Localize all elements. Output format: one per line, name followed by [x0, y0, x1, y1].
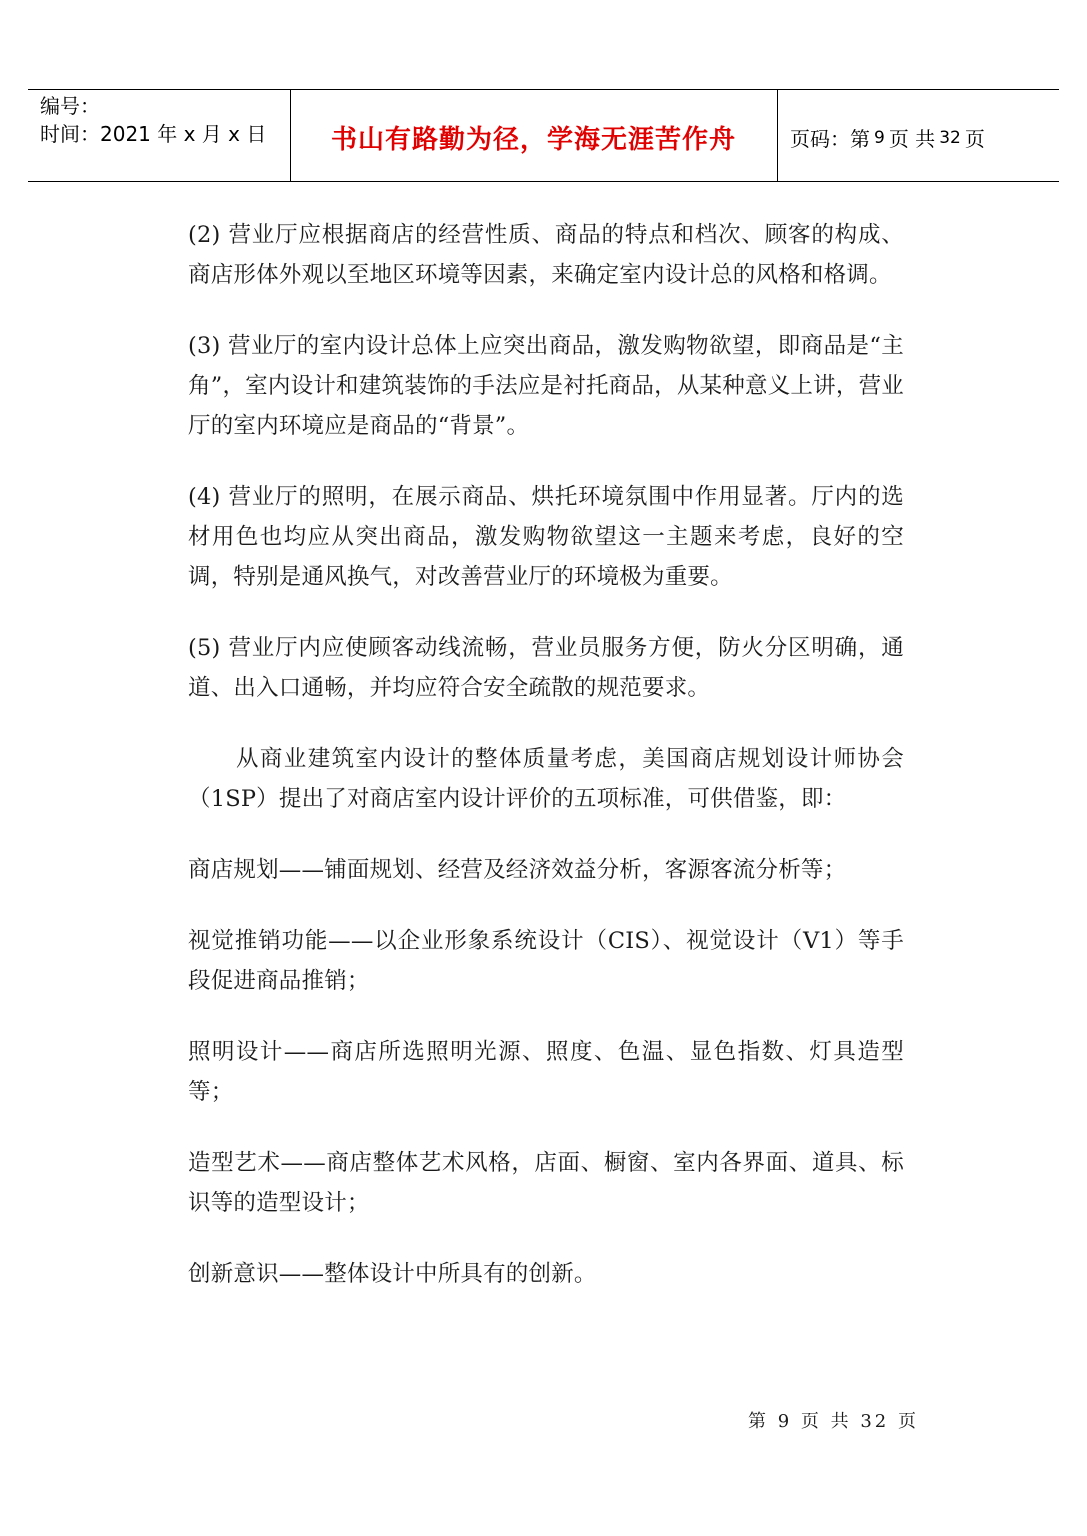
- header-divider-right: [777, 90, 778, 181]
- page-current-number: 9: [874, 127, 885, 148]
- document-number-label: 编号：: [40, 94, 100, 118]
- paragraph-criterion-visual-merchandising: 视觉推销功能——以企业形象系统设计（CIS）、视觉设计（V1）等手段促进商品推销；: [188, 928, 904, 994]
- header-page-indicator: [790, 90, 985, 183]
- page-total-number: 32: [939, 127, 961, 148]
- paragraph-criterion-innovation: 创新意识——整体设计中所具有的创新。: [188, 1261, 597, 1287]
- paragraph-item-2: (2) 营业厅应根据商店的经营性质、商品的特点和档次、顾客的构成、商店形体外观以至地区环境等因素，来确定室内设计总的风格和格调。: [188, 222, 904, 288]
- paragraph-item-5: (5) 营业厅内应使顾客动线流畅，营业员服务方便，防火分区明确，通道、出入口通畅，并均应符合安全疏散的规范要求。: [188, 635, 904, 701]
- document-body: [188, 215, 904, 1325]
- page-suffix: 页: [964, 127, 985, 151]
- paragraph-item-3: (3) 营业厅的室内设计总体上应突出商品，激发购物欲望，即商品是“主角”，室内设计和建筑装饰的手法应是衬托商品，从某种意义上讲，营业厅的室内环境应是商品的“背景”。: [188, 333, 904, 439]
- page-prefix: 页码：第: [790, 127, 870, 151]
- page-middle: 页 共: [888, 127, 936, 151]
- paragraph-criterion-lighting: 照明设计——商店所选照明光源、照度、色温、显色指数、灯具造型等；: [188, 1039, 904, 1105]
- page-header: [28, 89, 1059, 182]
- paragraph-criterion-store-planning: 商店规划——铺面规划、经营及经济效益分析，客源客流分析等；: [188, 857, 847, 883]
- header-motto: 书山有路勤为径，学海无涯苦作舟: [330, 125, 736, 155]
- page-footer: 第 9 页 共 32 页: [748, 1411, 919, 1432]
- header-meta: [40, 92, 266, 148]
- paragraph-isp-intro: 从商业建筑室内设计的整体质量考虑，美国商店规划设计师协会（1SP）提出了对商店室内设计评价的五项标准，可供借鉴，即：: [188, 746, 904, 812]
- document-time-label: 时间：2021 年 x 月 x 日: [40, 122, 267, 146]
- paragraph-item-4: (4) 营业厅的照明，在展示商品、烘托环境氛围中作用显著。厅内的选材用色也均应从突出商品，激发购物欲望这一主题来考虑，良好的空调，特别是通风换气，对改善营业厅的环境极为重要。: [188, 484, 904, 590]
- paragraph-criterion-styling-art: 造型艺术——商店整体艺术风格，店面、橱窗、室内各界面、道具、标识等的造型设计；: [188, 1150, 904, 1216]
